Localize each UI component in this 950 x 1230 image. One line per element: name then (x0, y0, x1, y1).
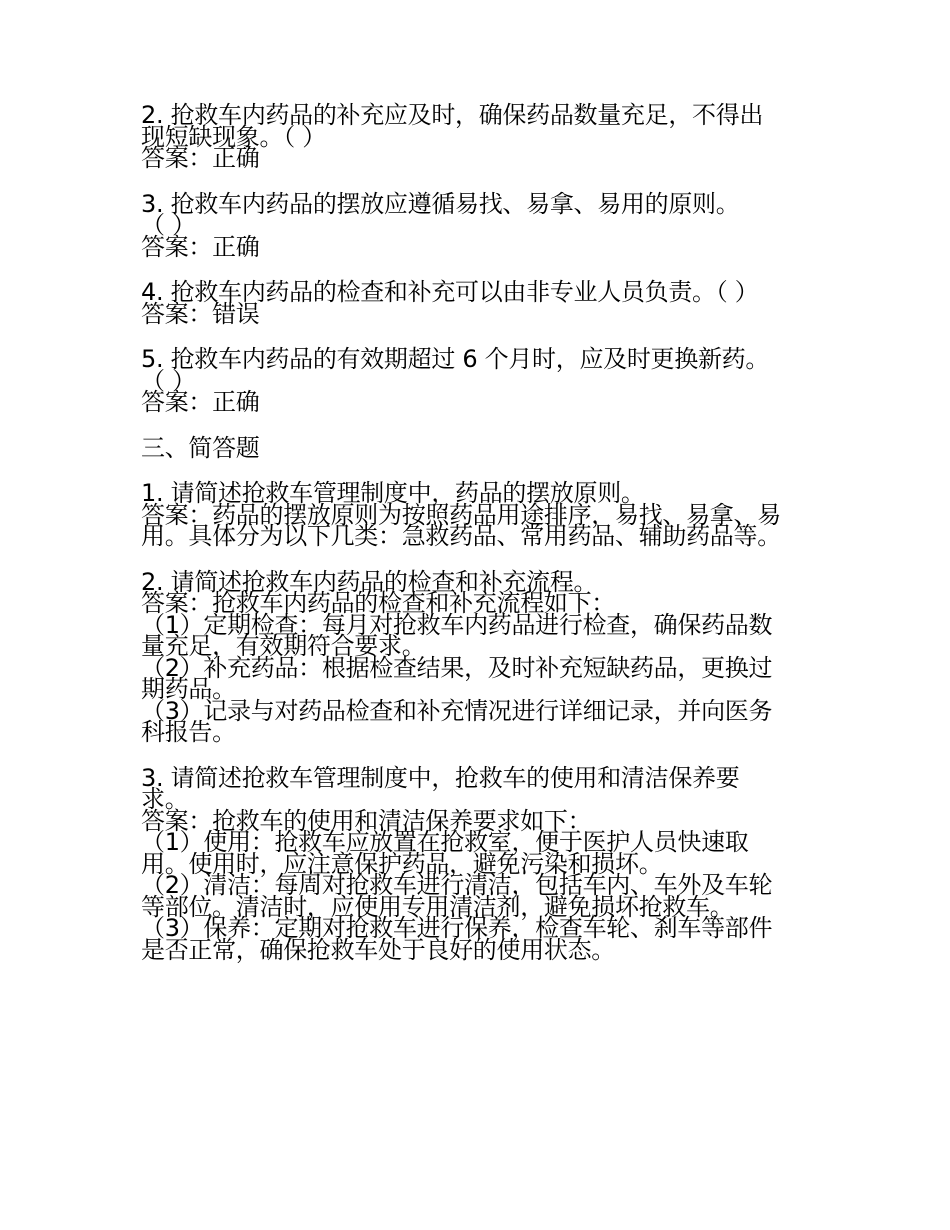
answer-line: 等部位。清洁时，应使用专用清洁剂，避免损坏抢救车。 (141, 892, 734, 921)
answer-line: 量充足，有效期符合要求。 (141, 632, 426, 660)
question-line: 2. 抢救车内药品的补充应及时，确保药品数量充足，不得出 (141, 101, 764, 129)
question-line: 5. 抢救车内药品的有效期超过 6 个月时，应及时更换新药。 (141, 345, 770, 373)
answer-line: 答案：正确 (141, 232, 260, 261)
answer-line: 答案：抢救车的使用和清洁保养要求如下： (141, 806, 592, 835)
document-body (141, 101, 813, 985)
question-line: （ ） (141, 366, 196, 395)
answer-line: （3）保养：定期对抢救车进行保养，检查车轮、刹车等部件 (141, 914, 773, 942)
question-line: 2. 请简述抢救车内药品的检查和补充流程。 (141, 567, 598, 596)
question-line: 1. 请简述抢救车管理制度中，药品的摆放原则。 (141, 479, 645, 507)
judgement-question-2 (141, 101, 813, 172)
answer-line: 科报告。 (141, 718, 236, 746)
answer-line: 答案：错误 (141, 299, 260, 328)
short-answer-3 (141, 763, 813, 964)
answer-line: 答案：抢救车内药品的检查和补充流程如下： (141, 589, 615, 617)
question-line: 3. 请简述抢救车管理制度中，抢救车的使用和清洁保养要 (141, 763, 740, 792)
question-line: 求。 (141, 785, 189, 813)
answer-line: 期药品。 (141, 675, 236, 703)
answer-line: 答案：正确 (141, 388, 260, 416)
answer-line: （1）定期检查：每月对抢救车内药品进行检查，确保药品数 (141, 610, 773, 639)
answer-line: （2）补充药品：根据检查结果，及时补充短缺药品，更换过 (141, 653, 773, 682)
answer-line: 答案：药品的摆放原则为按照药品用途排序，易找、易拿、易 (141, 500, 781, 529)
answer-line: （2）清洁：每周对抢救车进行清洁，包括车内、车外及车轮 (141, 871, 773, 899)
question-line: 3. 抢救车内药品的摆放应遵循易找、易拿、易用的原则。 (141, 189, 740, 218)
judgement-question-3 (141, 189, 813, 261)
section-title: 三、简答题 (141, 433, 260, 462)
question-line: 现短缺现象。（ ） (141, 122, 326, 151)
short-answer-1 (141, 479, 813, 550)
judgement-question-5 (141, 345, 813, 416)
short-answer-2 (141, 567, 813, 746)
answer-line: 用。具体分为以下几类：急救药品、常用药品、辅助药品等。 (141, 522, 781, 550)
answer-line: 是否正常，确保抢救车处于良好的使用状态。 (141, 935, 615, 964)
question-line: 4. 抢救车内药品的检查和补充可以由非专业人员负责。（ ） (141, 278, 759, 306)
answer-line: 答案：正确 (141, 144, 260, 172)
judgement-question-4 (141, 278, 813, 328)
answer-line: （1）使用：抢救车应放置在抢救室，便于医护人员快速取 (141, 828, 749, 856)
answer-line: （3）记录与对药品检查和补充情况进行详细记录，并向医务 (141, 696, 773, 725)
question-line: （ ） (141, 211, 196, 239)
answer-line: 用。使用时，应注意保护药品，避免污染和损坏。 (141, 849, 663, 878)
